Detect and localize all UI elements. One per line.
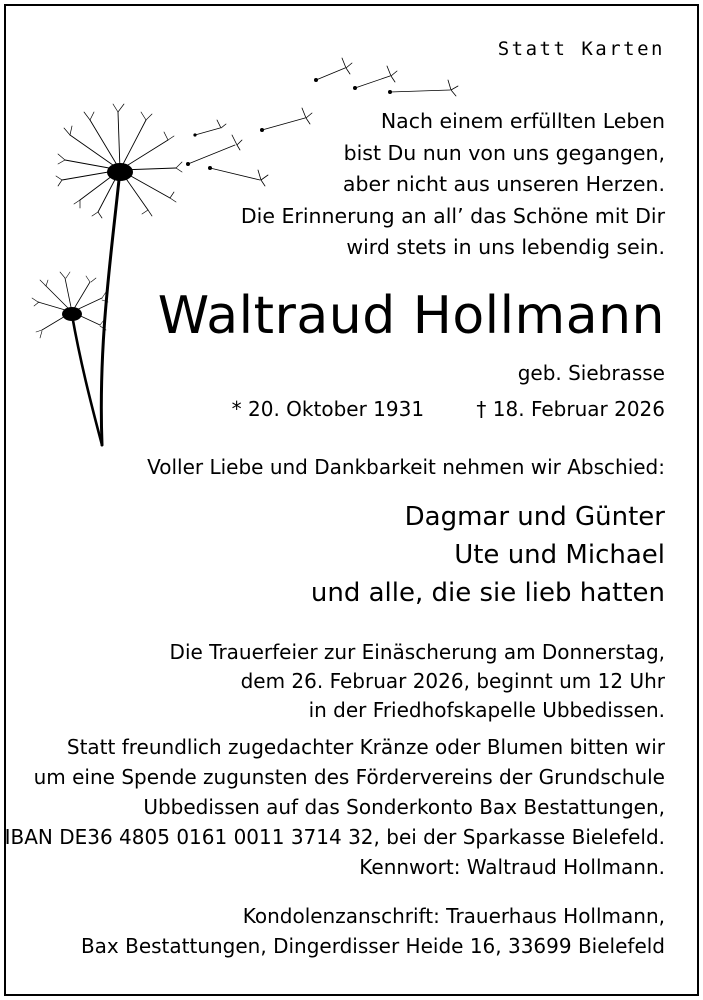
condolence-line: Kondolenzanschrift: Trauerhaus Hollmann, <box>242 904 665 928</box>
birth-date: * 20. Oktober 1931 <box>231 397 425 421</box>
mourner-line: und alle, die sie lieb hatten <box>310 578 665 608</box>
deceased-name: Waltraud Hollmann <box>157 286 665 346</box>
verse-line: bist Du nun von uns gegangen, <box>343 140 665 165</box>
mourner-line: Dagmar und Günter <box>404 502 665 532</box>
donation-line: Kennwort: Waltraud Hollmann. <box>359 855 665 879</box>
maiden-name: geb. Siebrasse <box>517 361 665 385</box>
donation-line: Ubbedissen auf das Sonderkonto Bax Bestattungen, <box>143 795 665 819</box>
verse <box>241 106 665 264</box>
donation-line: um eine Spende zugunsten des Fördervereins der Grundschule <box>33 765 665 789</box>
service-line: Die Trauerfeier zur Einäscherung am Donnerstag, <box>169 640 665 664</box>
life-dates <box>232 397 665 421</box>
donation-info <box>5 732 665 882</box>
verse-line: aber nicht aus unseren Herzen. <box>342 172 665 196</box>
death-date: † 18. Februar 2026 <box>476 397 665 421</box>
verse-line: Nach einem erfüllten Leben <box>380 109 665 133</box>
condolence-line: Bax Bestattungen, Dingerdisser Heide 16, 33699 Bielefeld <box>80 934 665 958</box>
service-line: dem 26. Februar 2026, beginnt um 12 Uhr <box>240 669 665 693</box>
service-line: in der Friedhofskapelle Ubbedissen. <box>308 698 665 722</box>
verse-line: wird stets in uns lebendig sein. <box>346 235 665 259</box>
donation-line: Statt freundlich zugedachter Kränze oder Blumen bitten wir <box>66 735 665 759</box>
farewell-line: Voller Liebe und Dankbarkeit nehmen wir Abschied: <box>147 455 665 479</box>
header-note: Statt Karten <box>497 38 665 60</box>
mourners <box>311 498 665 612</box>
funeral-service-info <box>170 638 665 725</box>
condolence-address <box>81 901 665 961</box>
verse-line: Die Erinnerung an all’ das Schöne mit Dir <box>240 203 665 228</box>
donation-line: IBAN DE36 4805 0161 0011 3714 32, bei der Sparkasse Bielefeld. <box>4 825 665 849</box>
mourner-line: Ute und Michael <box>454 540 665 570</box>
